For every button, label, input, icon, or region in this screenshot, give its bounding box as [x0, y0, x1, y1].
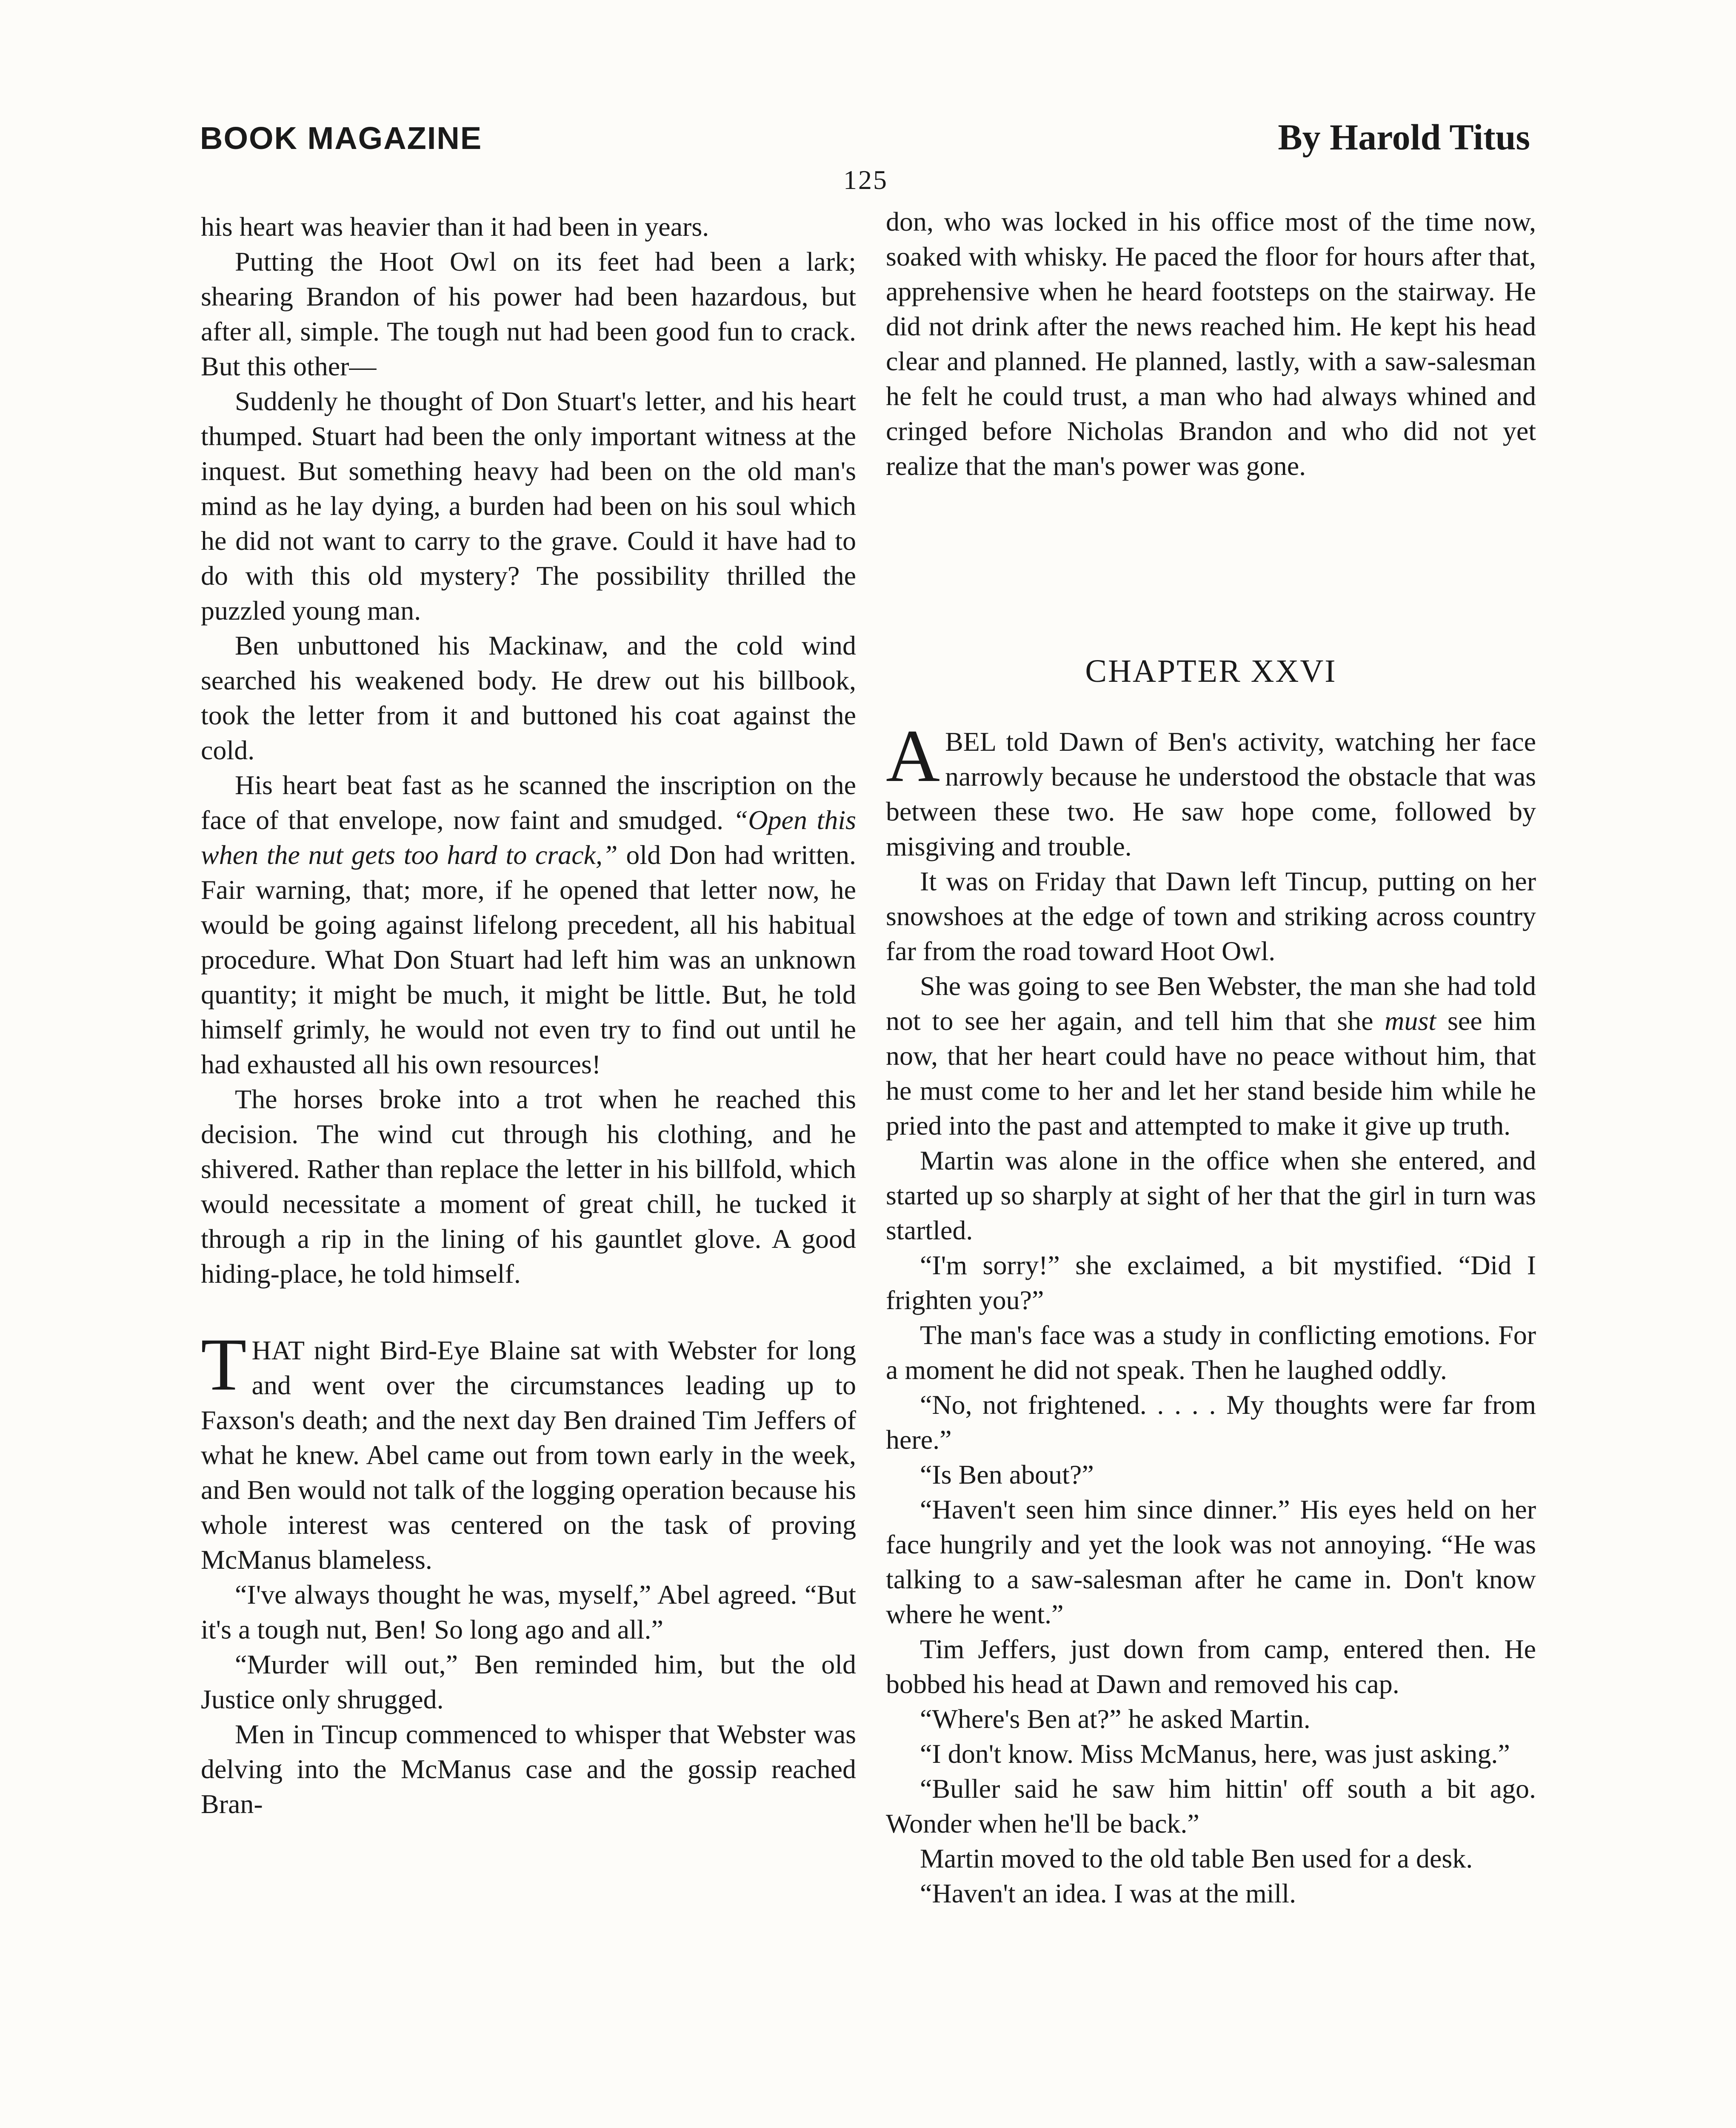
paragraph: Martin was alone in the office when she entered, and started up so sharply at sight of her that the girl in turn was startled. [886, 1145, 1536, 1245]
drop-cap: T [201, 1323, 247, 1406]
paragraph: don, who was locked in his office most of the time now, soaked with whisky. He paced the floor for hours after that, apprehensive when he heard footsteps on the stairway. He did not drink after the news reached him. He kept his head clear and planned. He planned, lastly, with a saw-salesman he felt he could trust, a man who had always whined and cringed before Nicholas Brandon and who did not yet realize that the man's power was gone. [886, 206, 1536, 481]
paragraph: Men in Tincup commenced to whisper that Webster was delving into the McManus case and the gossip reached Bran- [201, 1719, 856, 1819]
paragraph: “Haven't seen him since dinner.” His eyes held on her face hungrily and yet the look was not annoying. “He was talking to a saw-salesman after he came in. Don't know where he went.” [886, 1494, 1536, 1629]
paragraph [886, 969, 1536, 1143]
small-caps-lead: HAT [251, 1335, 304, 1365]
paragraph-text: She was going to see Ben Webster, the man she had told not to see her again, and tell him that she [886, 971, 1536, 1036]
paragraph: Suddenly he thought of Don Stuart's letter, and his heart thumped. Stuart had been the only important witness at the inquest. But something heavy had been on the old man's mind as he lay dying, a burden had been on his soul which he did not want to carry to the grave. Could it have had to do with this old mystery? The possibility thrilled the puzzled young man. [201, 386, 856, 626]
left-column [201, 209, 856, 1822]
emphasis: must [1385, 1006, 1436, 1036]
paragraph-text: His heart beat fast as he scanned the inscription on the face of that envelope, now faint and smudged. [201, 770, 856, 835]
page-number: 125 [843, 165, 888, 195]
paragraph: “Murder will out,” Ben reminded him, but the old Justice only shrugged. [201, 1649, 856, 1714]
paragraph: “I don't know. Miss McManus, here, was just asking.” [920, 1739, 1510, 1769]
paragraph [886, 715, 1536, 864]
paragraph-text: told Dawn of Ben's activity, watching her face narrowly because he understood the obstacle that was between these two. He saw hope come, followed by misgiving and trouble. [886, 726, 1536, 861]
paragraph: his heart was heavier than it had been in years. [201, 212, 709, 242]
paragraph: The man's face was a study in conflicting emotions. For a moment he did not speak. Then he laughed oddly. [886, 1320, 1536, 1385]
paragraph: Putting the Hoot Owl on its feet had been a lark; shearing Brandon of his power had been hazardous, but after all, simple. The tough nut had been good fun to crack. But this other— [201, 246, 856, 381]
paragraph: Martin moved to the old table Ben used for a desk. [920, 1843, 1473, 1873]
paragraph [201, 768, 856, 1082]
paragraph: “I've always thought he was, myself,” Abel agreed. “But it's a tough nut, Ben! So long ago and all.” [201, 1579, 856, 1645]
paragraph: It was on Friday that Dawn left Tincup, putting on her snowshoes at the edge of town and striking across country far from the road toward Hoot Owl. [886, 866, 1536, 966]
paragraph-text: see him now, that her heart could have no peace without him, that he must come to her and let her stand beside him while he pried into the past and attempted to make it give up truth. [886, 1006, 1536, 1141]
right-column [886, 204, 1536, 2128]
chapter-heading: CHAPTER XXVI [1085, 653, 1337, 689]
drop-cap: A [886, 715, 940, 798]
paragraph: “Haven't an idea. I was at the mill. [920, 1878, 1296, 1908]
magazine-title: BOOK MAGAZINE [200, 120, 483, 156]
paragraph: The horses broke into a trot when he reached this decision. The wind cut through his clothing, and he shivered. Rather than replace the letter in his billfold, which would necessitate a moment of great chill, he tucked it through a rip in the lining of his gauntlet glove. A good hiding-place, he told himself. [201, 1084, 856, 1289]
paragraph: “Buller said he saw him hittin' off south a bit ago. Wonder when he'll be back.” [886, 1773, 1536, 1839]
letter-inscription: “Open this when the nut gets too hard to crack,” [201, 805, 857, 870]
paragraph: “Is Ben about?” [920, 1459, 1094, 1490]
paragraph-text: night Bird-Eye Blaine sat with Webster for long and went over the circumstances leading up to Faxson's death; and the next day Ben drained Tim Jeffers of what he knew. Abel came out from town early in the week, and Ben would not talk of the logging operation because his whole interest was centered on the task of proving McManus blameless. [201, 1335, 857, 1575]
paragraph: Tim Jeffers, just down from camp, entered then. He bobbed his head at Dawn and removed his cap. [886, 1634, 1536, 1699]
chapter-body [886, 715, 1536, 1911]
section-break [201, 1291, 856, 1333]
paragraph: Ben unbuttoned his Mackinaw, and the cold wind searched his weakened body. He drew out his billbook, took the letter from it and buttoned his coat against the cold. [201, 630, 856, 765]
paragraph: “I'm sorry!” she exclaimed, a bit mystified. “Did I frighten you?” [886, 1250, 1536, 1315]
paragraph: “Where's Ben at?” he asked Martin. [920, 1704, 1311, 1734]
small-caps-lead: BEL [945, 726, 996, 757]
paragraph-text: old Don had written. Fair warning, that; more, if he opened that letter now, he would be going against lifelong precedent, all his habitual procedure. What Don Stuart had left him was an unknown quantity; it might be much, it might be little. But, he told himself grimly, he would not even try to find out until he had exhausted all his own resources! [201, 840, 857, 1079]
paragraph: “No, not frightened. . . . . My thoughts were far from here.” [886, 1390, 1536, 1455]
author-byline: By Harold Titus [1278, 117, 1530, 157]
paragraph [201, 1323, 857, 1577]
